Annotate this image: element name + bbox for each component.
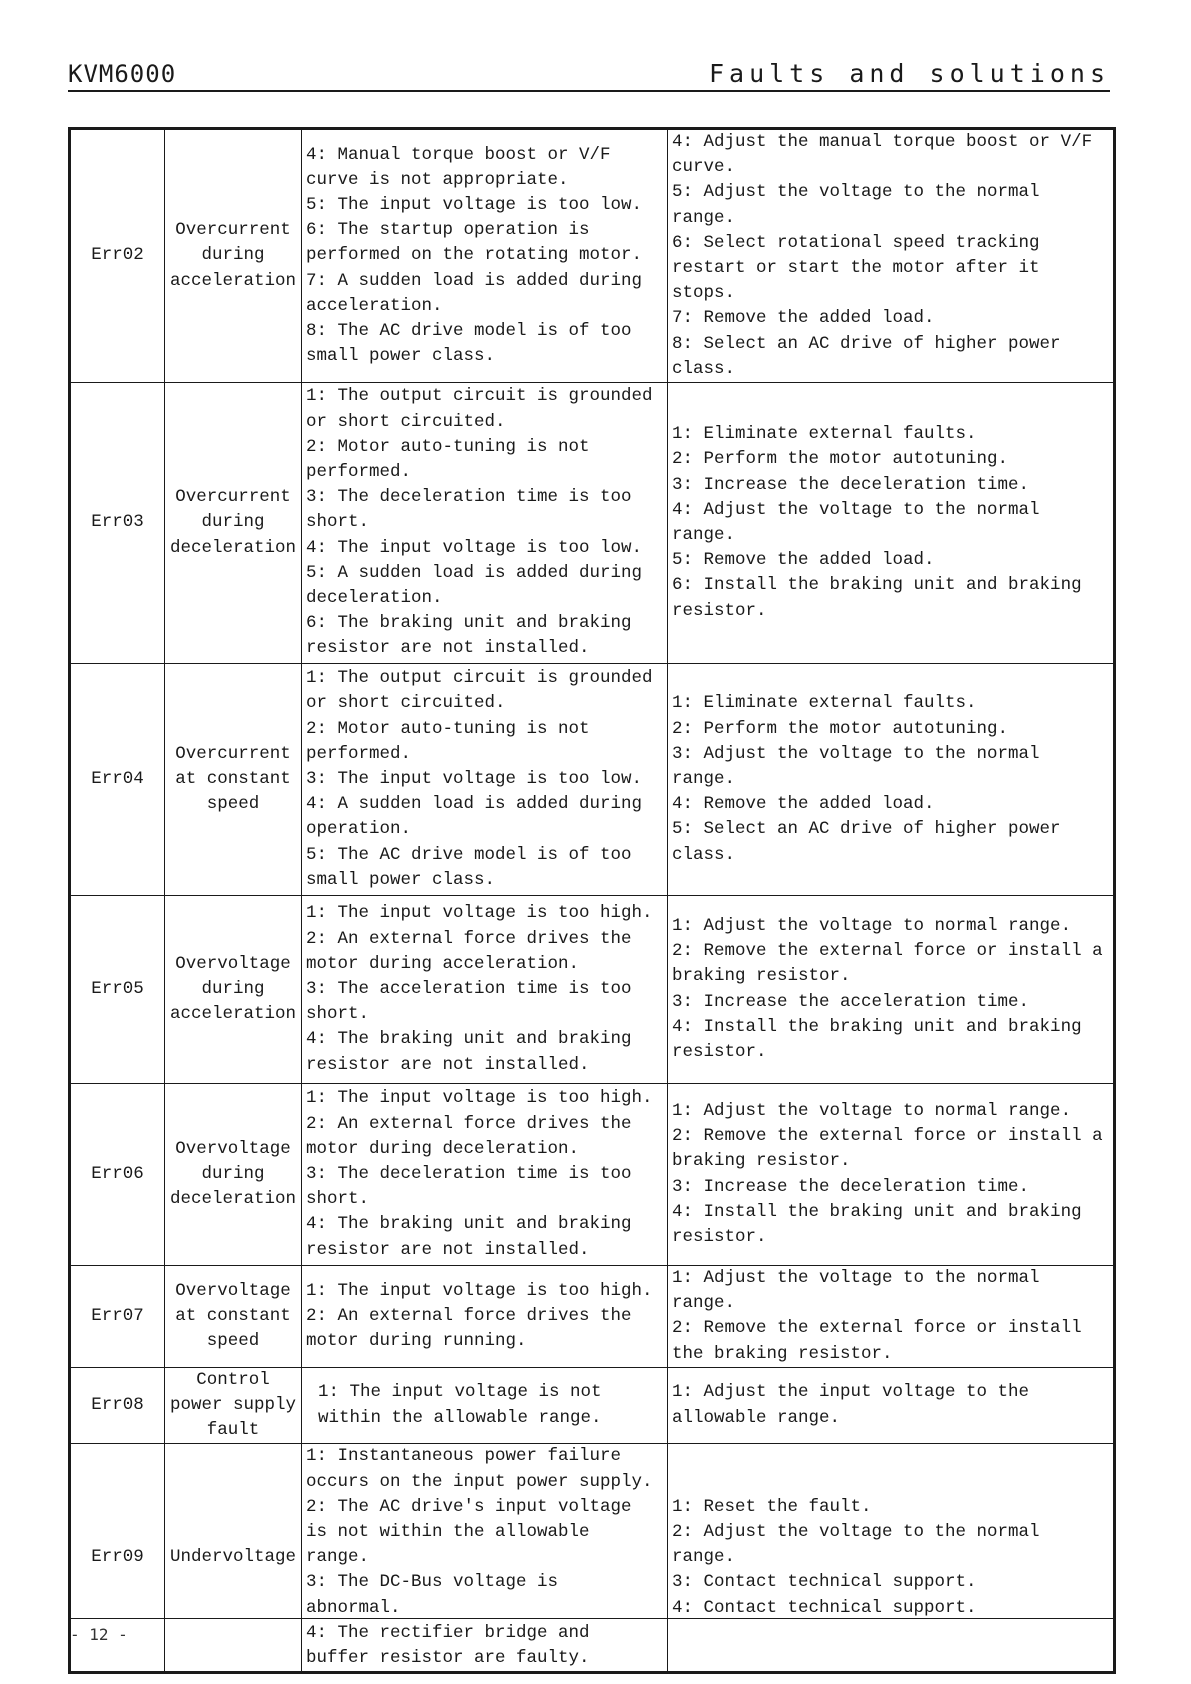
page-number: - 12 -: [70, 1625, 128, 1644]
fault-code: Err05: [70, 896, 165, 1084]
footer-divider: [68, 1618, 1113, 1619]
table-row: [70, 129, 1115, 383]
fault-code: Err03: [70, 383, 165, 664]
fault-name: Overcurrent during acceleration: [165, 129, 302, 383]
fault-code: Err07: [70, 1266, 165, 1368]
fault-name: Overcurrent at constant speed: [165, 664, 302, 896]
fault-solutions: 1: Eliminate external faults. 2: Perform the motor autotuning. 3: Adjust the voltage to the normal range. 4: Remove the added load. 5: Select an AC drive of higher power class.: [668, 664, 1115, 896]
table-row: [70, 1084, 1115, 1266]
table-row: [70, 1367, 1115, 1444]
fault-code: Err06: [70, 1084, 165, 1266]
model-name: KVM6000: [68, 60, 177, 88]
table-row: [70, 896, 1115, 1084]
fault-code: Err02: [70, 129, 165, 383]
fault-solutions: 1: Adjust the input voltage to the allowable range.: [668, 1367, 1115, 1444]
page-header: [68, 56, 1110, 92]
fault-name: Overvoltage during acceleration: [165, 896, 302, 1084]
fault-name: Overcurrent during deceleration: [165, 383, 302, 664]
fault-table: [68, 127, 1116, 1674]
fault-causes: 1: The output circuit is grounded or short circuited. 2: Motor auto-tuning is not performed. 3: The input voltage is too low. 4: A sudden load is added during operation. 5: The AC drive model is of too small power class.: [302, 664, 668, 896]
fault-causes: 1: The input voltage is too high. 2: An external force drives the motor during deceleration. 3: The deceleration time is too short. 4: The braking unit and braking resistor are not installed.: [302, 1084, 668, 1266]
section-title: Faults and solutions: [708, 59, 1110, 88]
table-row: [70, 1266, 1115, 1368]
table-row: [70, 664, 1115, 896]
fault-solutions: 1: Adjust the voltage to the normal range. 2: Remove the external force or install the braking resistor.: [668, 1266, 1115, 1368]
fault-solutions: 1: Eliminate external faults. 2: Perform the motor autotuning. 3: Increase the deceleration time. 4: Adjust the voltage to the normal range. 5: Remove the added load. 6: Install the braking unit and braking resistor.: [668, 383, 1115, 664]
table-row: [70, 1444, 1115, 1673]
fault-solutions: 4: Adjust the manual torque boost or V/F curve. 5: Adjust the voltage to the normal range. 6: Select rotational speed tracking restart or start the motor after it stops. 7: Remove the added load. 8: Select an AC drive of higher power class.: [668, 129, 1115, 383]
fault-solutions: 1: Adjust the voltage to normal range. 2: Remove the external force or install a braking resistor. 3: Increase the deceleration time. 4: Install the braking unit and braking resistor.: [668, 1084, 1115, 1266]
fault-solutions: 1: Adjust the voltage to normal range. 2: Remove the external force or install a braking resistor. 3: Increase the acceleration time. 4: Install the braking unit and braking resistor.: [668, 896, 1115, 1084]
fault-name: Overvoltage during deceleration: [165, 1084, 302, 1266]
fault-causes: 1: The input voltage is too high. 2: An external force drives the motor during running.: [302, 1266, 668, 1368]
fault-name: Control power supply fault: [165, 1367, 302, 1444]
fault-causes: 1: The output circuit is grounded or short circuited. 2: Motor auto-tuning is not performed. 3: The deceleration time is too short. 4: The input voltage is too low. 5: A sudden load is added during deceleration. 6: The braking unit and braking resistor are not installed.: [302, 383, 668, 664]
fault-code: Err09: [70, 1444, 165, 1673]
fault-causes: 1: Instantaneous power failure occurs on the input power supply. 2: The AC drive's input voltage is not within the allowable range. 3: The DC-Bus voltage is abnormal. 4: The rectifier bridge and buffer resistor are faulty.: [302, 1444, 668, 1673]
fault-code: Err08: [70, 1367, 165, 1444]
fault-causes: 1: The input voltage is not within the allowable range.: [302, 1367, 668, 1444]
fault-causes: 4: Manual torque boost or V/F curve is not appropriate. 5: The input voltage is too low. 6: The startup operation is performed on the rotating motor. 7: A sudden load is added during acceleration. 8: The AC drive model is of too small power class.: [302, 129, 668, 383]
fault-code: Err04: [70, 664, 165, 896]
fault-solutions: 1: Reset the fault. 2: Adjust the voltage to the normal range. 3: Contact technical support. 4: Contact technical support.: [668, 1444, 1115, 1673]
fault-causes: 1: The input voltage is too high. 2: An external force drives the motor during acceleration. 3: The acceleration time is too short. 4: The braking unit and braking resistor are not installed.: [302, 896, 668, 1084]
fault-name: Undervoltage: [165, 1444, 302, 1673]
fault-name: Overvoltage at constant speed: [165, 1266, 302, 1368]
table-row: [70, 383, 1115, 664]
